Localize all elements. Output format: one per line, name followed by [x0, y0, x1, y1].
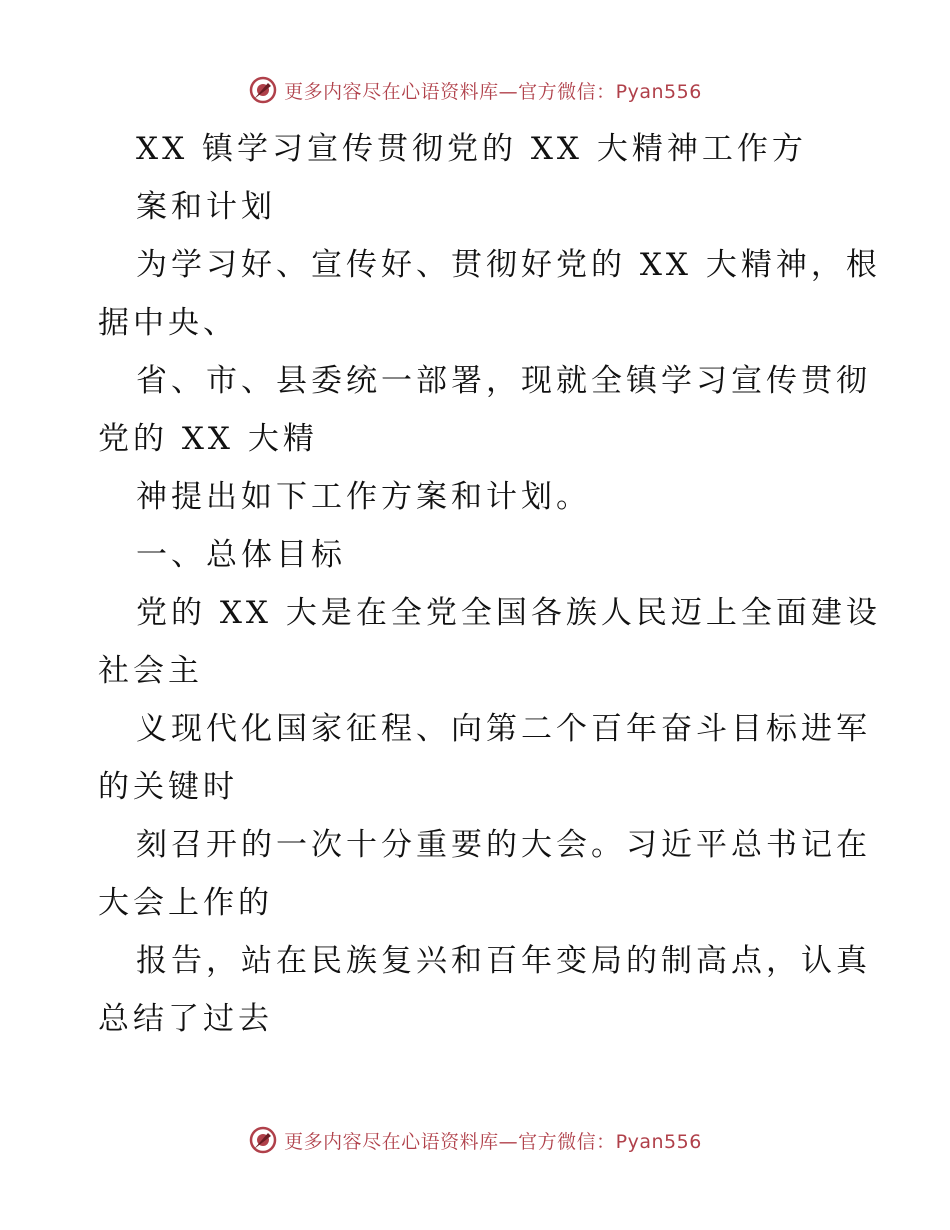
watermark-text: 更多内容尽在心语资料库—官方微信：Pyan556 — [284, 1130, 702, 1153]
document-line: 案和计划 — [136, 189, 276, 225]
document-line: 总结了过去 — [98, 1001, 273, 1037]
document-line: 据中央、 — [98, 305, 238, 341]
header-watermark-banner — [0, 70, 950, 110]
brand-logo-icon — [248, 75, 278, 105]
document-line: 神提出如下工作方案和计划。 — [136, 479, 591, 515]
document-line: 党的 XX 大精 — [98, 421, 318, 457]
document-line: 刻召开的一次十分重要的大会。习近平总书记在 — [136, 827, 871, 863]
brand-logo-icon — [248, 1125, 278, 1155]
document-body — [98, 120, 881, 1048]
document-line: 社会主 — [98, 653, 203, 689]
document-line: 的关键时 — [98, 769, 238, 805]
document-line: 党的 XX 大是在全党全国各族人民迈上全面建设 — [136, 595, 881, 631]
watermark-text: 更多内容尽在心语资料库—官方微信：Pyan556 — [284, 80, 702, 103]
document-line: XX 镇学习宣传贯彻党的 XX 大精神工作方 — [136, 131, 807, 167]
footer-watermark-banner — [0, 1120, 950, 1160]
document-line: 大会上作的 — [98, 885, 273, 921]
document-line: 一、总体目标 — [136, 537, 346, 573]
document-line: 义现代化国家征程、向第二个百年奋斗目标进军 — [136, 711, 871, 747]
document-line: 为学习好、宣传好、贯彻好党的 XX 大精神，根 — [136, 247, 881, 283]
document-line: 省、市、县委统一部署，现就全镇学习宣传贯彻 — [136, 363, 871, 399]
document-line: 报告，站在民族复兴和百年变局的制高点，认真 — [136, 943, 871, 979]
